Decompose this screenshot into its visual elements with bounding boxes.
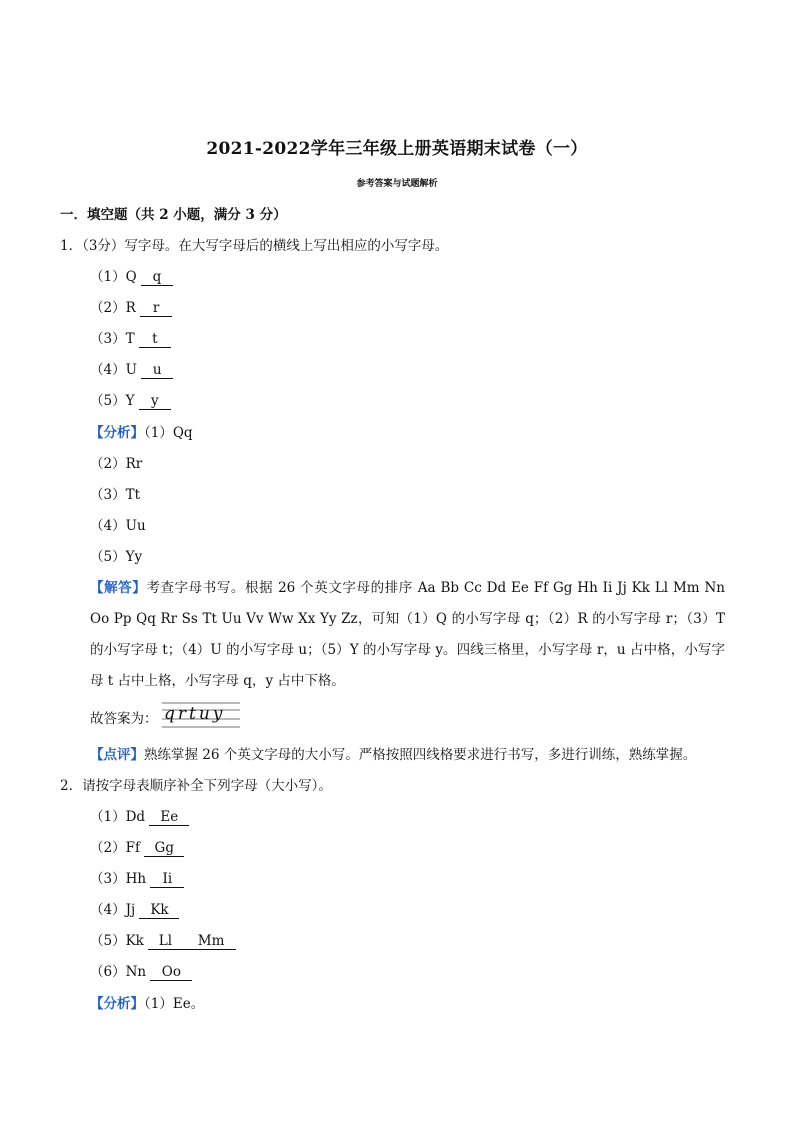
q2-item-label: （6）Nn [90, 964, 147, 980]
handwriting-answer-image [162, 700, 240, 730]
q1-item [90, 330, 171, 348]
section-heading: 一．填空题（共 2 小题，满分 3 分） [60, 207, 287, 223]
q1-item-label: （1）Q [90, 269, 137, 285]
q2-item [90, 932, 236, 950]
q2-stem: 2．请按字母表顺序补全下列字母（大小写）。 [60, 778, 332, 794]
solution-text: 考查字母书写。根据 26 个英文字母的排序 Aa Bb Cc Dd Ee Ff Gg Hh Ii Jj Kk Ll Mm Nn Oo Pp Qq Rr Ss Tt Uu Vv Ww Xx Yy Zz，可知（1）Q 的小写字母 q；（2）R 的小写字母 r；（3）T 的小写字母 t；（4）U 的小写字母 u；（5）Y 的小写字母 y。四线三格里，小写字母 r，u 占中格，小写字母 t 占中上格，小写字母 q，y 占中下格。 [90, 580, 725, 689]
q1-item-label: （2）R [90, 300, 136, 316]
svg-text:qrtuy: qrtuy [164, 704, 226, 724]
q2-item-answer-part: Ll [158, 933, 173, 949]
q1-stem: 1．（3分）写字母。在大写字母后的横线上写出相应的小写字母。 [60, 238, 449, 254]
q1-item [90, 361, 173, 379]
q1-analysis-line: （5）Yy [90, 549, 143, 565]
q2-item-label: （2）Ff [90, 840, 140, 856]
q1-item-label: （4）U [90, 362, 137, 378]
q1-analysis-line: （3）Tt [90, 487, 141, 503]
comment-text: 熟练掌握 26 个英文字母的大小写。严格按照四线格要求进行书写，多进行训练，熟练掌握。 [144, 747, 697, 763]
q2-item-answer [148, 934, 236, 950]
analysis-tag: 【分析】 [90, 996, 144, 1012]
q1-solution [90, 573, 725, 697]
page-title: 2021-2022学年三年级上册英语期末试卷（一） [206, 139, 588, 159]
q2-item [90, 870, 184, 888]
analysis-text: （1）Ee。 [144, 996, 205, 1012]
q2-item-answer: Kk [139, 903, 179, 919]
q1-item-answer: u [141, 363, 173, 379]
q1-item-answer: r [140, 301, 172, 317]
q2-item-answer: Gg [144, 841, 184, 857]
q1-item-label: （5）Y [90, 393, 135, 409]
q1-answer-prefix: 故答案为： [90, 711, 158, 727]
q2-item [90, 963, 192, 981]
q1-item [90, 268, 173, 286]
q2-item-answer: Oo [150, 965, 192, 981]
q1-analysis-line: （2）Rr [90, 456, 143, 472]
q1-item-answer: y [139, 394, 171, 410]
q2-item-answer: Ee [149, 810, 189, 826]
q2-item [90, 901, 179, 919]
q1-analysis [90, 424, 193, 442]
solution-tag: 【解答】 [90, 580, 147, 596]
q1-item [90, 392, 171, 410]
q2-item-label: （4）Jj [90, 902, 136, 918]
q1-item [90, 299, 172, 317]
q1-item-answer: t [139, 332, 171, 348]
page-subtitle: 参考答案与试题解析 [356, 179, 438, 189]
analysis-tag: 【分析】 [90, 425, 144, 441]
q1-item-answer: q [141, 270, 173, 286]
q2-item-answer-part: Mm [197, 933, 225, 949]
q2-item-answer: Ii [150, 872, 184, 888]
q1-comment [90, 746, 696, 764]
analysis-text: （1）Qq [144, 425, 193, 441]
comment-tag: 【点评】 [90, 747, 144, 763]
q2-analysis [90, 995, 204, 1013]
q2-item [90, 808, 189, 826]
q2-item [90, 839, 184, 857]
q1-item-label: （3）T [90, 331, 135, 347]
q2-item-label: （1）Dd [90, 809, 146, 825]
q2-item-label: （5）Kk [90, 933, 144, 949]
q1-analysis-line: （4）Uu [90, 518, 146, 534]
q2-item-label: （3）Hh [90, 871, 147, 887]
